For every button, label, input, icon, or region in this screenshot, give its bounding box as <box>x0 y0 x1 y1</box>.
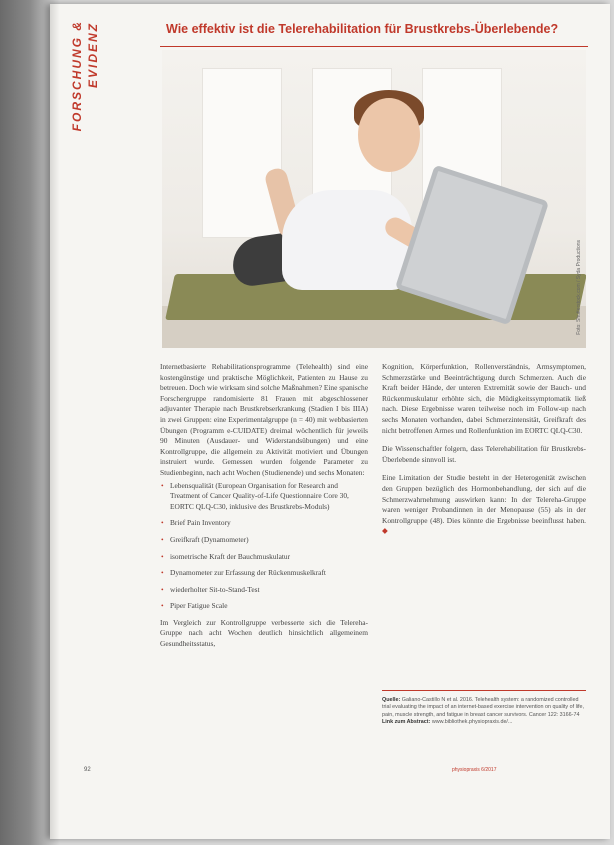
section-word-evidenz: EVIDENZ <box>86 22 100 89</box>
photo-credit: Foto: Shutterstock.com / Syda Productions <box>576 240 582 335</box>
list-item: • Greifkraft (Dynamometer) <box>160 535 368 546</box>
right-column <box>382 362 586 537</box>
photo-window-1 <box>202 68 282 238</box>
list-item: • isometrische Kraft der Bauchmuskulatur <box>160 552 368 563</box>
left-column <box>160 362 368 650</box>
headline-rule <box>160 46 588 47</box>
article-photo <box>162 50 586 348</box>
list-item: • Brief Pain Inventory <box>160 518 368 529</box>
source-label: Quelle: <box>382 697 401 703</box>
page-fold-shadow <box>50 4 60 839</box>
photo-woman-head <box>358 98 420 172</box>
source-box <box>382 690 586 727</box>
intro-paragraph: Internetbasierte Rehabilitationsprogramme (Telehealth) sind eine kostengünstige und praktische Möglichkeit, Patienten zu Hause zu betreuen. Doch wie wirksam sind solche Maßnahmen? Eine spanische Forschergruppe randomisierte 81 Frauen mit abgeschlossener adjuvanter Therapie nach Brustkrebserkrankung (Stadien I bis IIIA) in zwei Gruppen: eine Experimentalgruppe (n = 40) mit webbasierten Übungen (Programm e-CUIDATE) dreimal wöchentlich für jeweils 90 Minuten (Ausdauer- und Widerstandsübungen) und eine Kontrollgruppe, die allgemein zu Aktivität motiviert und Übungen instruiert wurde. Gemessen wurden folgende Parameter zu Studienbeginn, nach acht Wochen (Studienende) und sechs Monaten: <box>160 362 368 477</box>
abstract-link-label: Link zum Abstract: <box>382 719 431 726</box>
results-paragraph: Kognition, Körperfunktion, Rollenverständnis, Armsymptomen, Schmerzstärke und Beeinträchtigung durch Schmerzen. Auch die Kraft beider Hände, der unteren Extremität sowie der Bauch- und Rückenmuskulatur erhöhte sich, die Müdigkeitssymptomatik ließ nach. Diese Ergebnisse waren teilweise noch im Follow-up nach sechs Monaten vorhanden, dabei Schmerzintensität, Greifkraft des nicht betroffenen Armes und Rollenfunktion im EORTC QLQ-C30. <box>382 362 586 435</box>
measurement-list <box>160 481 368 612</box>
list-item: • Piper Fatigue Scale <box>160 601 368 612</box>
closing-paragraph: Im Vergleich zur Kontrollgruppe verbesserte sich die Telereha-Gruppe nach acht Wochen deutlich hinsichtlich allgemeinem Gesundheitsstatus, <box>160 617 368 649</box>
conclusion-paragraph: Die Wissenschaftler folgern, dass Telerehabilitation für Brustkrebs-Überlebende sinnvoll ist. <box>382 444 586 464</box>
limitation-paragraph <box>382 473 586 537</box>
article-headline: Wie effektiv ist die Telerehabilitation für Brustkrebs-Überlebende? <box>166 22 559 36</box>
photo-woman-body <box>282 190 412 290</box>
page-footer-right: physiopraxis 6/2017 <box>452 767 497 773</box>
abstract-link[interactable]: www.bibliothek.physiopraxis.de/... <box>431 719 513 726</box>
list-item: • Lebensqualität (European Organisation for Research and Treatment of Cancer Quality-of-Life Questionnaire Core 30, EORTC QLQ-C30, inklusive des Brustkrebs-Moduls) <box>160 481 368 513</box>
list-item: • wiederholter Sit-to-Stand-Test <box>160 585 368 596</box>
source-citation: Galiano-Castillo N et al. 2016. Telehealth system: a randomized controlled trial evaluating the impact of an internet-based exercise intervention on quality of life, pain, muscle strength, and fatigue in breast cancer survivors. Cancer 122: 3166-74 <box>382 697 584 718</box>
page-number-left: 92 <box>84 767 91 773</box>
list-item: • Dynamometer zur Erfassung der Rückenmuskelkraft <box>160 568 368 579</box>
end-mark-icon: ◆ <box>382 526 388 536</box>
limitation-text: Eine Limitation der Studie besteht in der Heterogenität zwischen den Gruppen bezüglich des Hormonbehandlung, der sich auf die Schmerzwahrnehmung auswirken kann: In der Telereha-Gruppe waren weniger Probandinnen in der Menopause (55) als in der Kontrollgruppe (48). Dies könnte die Ergebnisse beeinflusst haben. <box>382 473 586 525</box>
section-word-forschung: FORSCHUNG & <box>70 20 84 132</box>
section-label <box>68 14 104 154</box>
